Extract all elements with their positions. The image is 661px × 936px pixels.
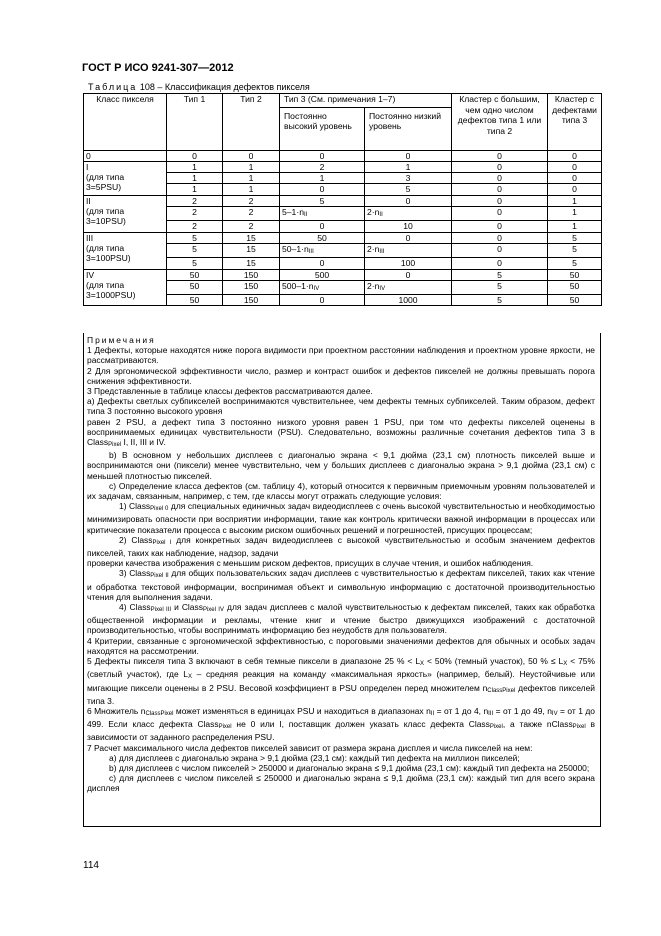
cell: 0	[452, 173, 548, 184]
note-3a: а) Дефекты светлых субпикселей воспринимаются чувствительнее, чем дефекты темных субпикселей. Таким образом, дефект типа 3 постоянно высокого уровня	[87, 396, 595, 417]
class-name: III	[86, 232, 94, 243]
subscript: III	[488, 710, 494, 717]
cell: 5	[280, 195, 365, 206]
class-note: (для типа	[86, 242, 125, 253]
class-psu: 3=100PSU)	[86, 253, 131, 264]
cell: 150	[223, 269, 280, 280]
table-row	[84, 161, 602, 172]
formula: 5–1·n	[282, 207, 304, 218]
formula-subscript: IV	[313, 285, 320, 292]
cell: 50	[548, 269, 602, 280]
row-class-label	[84, 232, 167, 269]
formula-subscript: II	[379, 212, 383, 219]
cell: 10	[365, 221, 452, 232]
text: 6 Множитель n	[87, 705, 146, 716]
subscript: Pixel I	[152, 539, 172, 546]
cell: 0	[452, 221, 548, 232]
header-pixel-class: Класс пикселя	[84, 94, 167, 151]
cell: 15	[223, 258, 280, 269]
cell: 50	[167, 269, 223, 280]
text: 4) Class	[119, 602, 151, 613]
cell: 5	[167, 232, 223, 243]
cell: 5	[167, 243, 223, 257]
header-cluster-type-1-2: Кластер с большим, чем одно числом дефектов типа 1 или типа 2	[452, 94, 548, 151]
cell: 50	[167, 280, 223, 294]
note-6	[87, 706, 595, 743]
header-type-2: Тип 2	[223, 94, 280, 151]
formula-subscript: III	[308, 248, 314, 255]
subscript: ClassPixel	[145, 710, 174, 717]
subscript: ClassPixel	[487, 687, 516, 694]
header-type-3-low: Постоянно низкий уровень	[365, 107, 452, 150]
note-2: 2 Для эргономической эффективности число, размер и контраст ошибок и дефектов пикселей не должны превышать порога снижения эффективности.	[87, 365, 595, 386]
cell: 5	[365, 184, 452, 195]
subscript: Pixel	[572, 724, 586, 731]
header-type-3: Тип 3 (См. примечания 1–7)	[280, 94, 452, 108]
table-row	[84, 150, 602, 161]
cell: 0	[365, 269, 452, 280]
row-class-label: 0	[84, 150, 167, 161]
cell: 0	[548, 184, 602, 195]
text: I, II, III и IV.	[121, 437, 166, 448]
class-name: I	[86, 161, 89, 172]
cell: 2	[223, 221, 280, 232]
cell: 100	[365, 258, 452, 269]
text: может изменяться в единицах PSU и находиться в диапазонах n	[173, 705, 431, 716]
cell: 5	[548, 232, 602, 243]
cell-formula	[280, 280, 365, 294]
cell: 50	[548, 280, 602, 294]
text: , а также nClass	[502, 719, 573, 730]
note-4: 4 Критерии, связанные с эргономической эффективностью, с пороговыми значениями дефектов для обычных и особых задач находятся на рассмотрении.	[87, 635, 595, 656]
class-note: (для типа	[86, 172, 125, 183]
cell: 1	[280, 173, 365, 184]
cell: 0	[223, 150, 280, 161]
cell: 2	[280, 161, 365, 172]
page-number: 114	[83, 860, 99, 871]
cell: 2	[167, 221, 223, 232]
cell: 15	[223, 243, 280, 257]
class-note: (для типа	[86, 279, 125, 290]
cell: 2	[223, 195, 280, 206]
table-caption-word: Таблица	[88, 82, 138, 92]
header-type-3-high: Постоянно высокий уровень	[280, 107, 365, 150]
note-7c: c) для дисплеев с числом пикселей ≤ 250000 и диагональю экрана ≤ 9,1 дюйма (23,1 см): каждый тип для всего экрана дисплея	[87, 773, 595, 794]
table-row	[84, 269, 602, 280]
cell: 0	[280, 295, 365, 306]
cell: 15	[223, 232, 280, 243]
formula-subscript: III	[379, 248, 385, 255]
text: 3) Class	[119, 568, 151, 579]
note-5	[87, 656, 595, 706]
cell: 0	[365, 195, 452, 206]
text: для задач дисплеев с малой чувствительностью к дефектам пикселей, таких как обработка общественной информации и рекламы, чтение книг и чтение быстро движущихся изображений с достаточной производительностью, чтобы воспринимать информацию без неудобств для пользователя.	[87, 602, 595, 636]
cell: 1	[548, 207, 602, 221]
note-3: 3 Представленные в таблице классы дефектов рассматриваются далее.	[87, 386, 373, 397]
cell-formula	[365, 207, 452, 221]
cell: 2	[167, 195, 223, 206]
cell: 0	[452, 195, 548, 206]
cell: 0	[280, 221, 365, 232]
formula: 2·n	[367, 280, 380, 291]
cell: 1	[223, 173, 280, 184]
subscript: X	[563, 661, 568, 668]
cell-formula	[365, 280, 452, 294]
cell: 1	[548, 221, 602, 232]
subscript: IV	[551, 710, 558, 717]
text: – средняя реакция на команду «максимальная яркость» (например, белый). Неустойчивые или мигающие пиксели оценены в 2 PSU. Весовой коэффициент в PSU определен перед множителем n	[87, 669, 595, 693]
document-header: ГОСТ Р ИСО 9241-307—2012	[82, 62, 234, 74]
note-3c: с) Определение класса дефектов (см. таблицу 4), который относится к первичным приемочным уровням пользователей и их задачам, связанным, например, с тем, где классы могут отражать следующие условия:	[87, 480, 595, 502]
cell: 0	[452, 150, 548, 161]
cell: 1	[167, 184, 223, 195]
note-7b: b) для дисплеев с числом пикселей > 250000 и диагональю экрана ≤ 9,1 дюйма (23,1 см): каждый тип дефекта на 250000;	[109, 762, 590, 773]
row-class-label	[84, 161, 167, 195]
formula: 50–1·n	[282, 243, 309, 254]
text: 5 Дефекты пикселя типа 3 включают в себя темные пиксели в диапазоне 25 % < L	[87, 656, 421, 667]
text: равен 2 PSU, а дефект типа 3 постоянно низкого уровня равен 1 PSU, при том что дефекты пикселей оценены в воспринимаемых единицах чувствительности (PSU). Следовательно, возможны различные сочетания дефектов типа 3 в Class	[87, 416, 595, 448]
class-psu: 3=1000PSU)	[86, 290, 136, 301]
class-psu: 3=10PSU)	[86, 216, 126, 227]
row-class-label	[84, 195, 167, 232]
text: дефектов пикселей типа 3.	[87, 682, 595, 706]
subscript: Pixel III	[150, 607, 172, 614]
subscript: II	[430, 710, 435, 717]
text: = от 1 до 49, n	[493, 705, 552, 716]
cell: 1	[223, 184, 280, 195]
cell: 5	[167, 258, 223, 269]
cell: 5	[452, 280, 548, 294]
text: 1) Class	[119, 501, 151, 512]
text: < 50% (темный участок), 50 % ≤ L	[424, 656, 564, 667]
note-3c-1	[87, 501, 595, 535]
subscript: X	[187, 674, 192, 681]
cell: 1	[167, 173, 223, 184]
notes-title	[87, 335, 595, 345]
cell: 0	[452, 243, 548, 257]
note-3a-cont	[87, 417, 595, 451]
table-row	[84, 232, 602, 243]
table-caption	[88, 82, 310, 92]
subscript: Pixel	[218, 724, 232, 731]
cell: 5	[548, 243, 602, 257]
cell: 2	[167, 207, 223, 221]
table-row	[84, 195, 602, 206]
cell: 0	[452, 258, 548, 269]
cell: 0	[280, 258, 365, 269]
text: и Class	[171, 602, 203, 613]
note-3c-2	[87, 535, 595, 558]
note-7: 7 Расчет максимального числа дефектов пикселей зависит от размера экрана дисплея и числа пикселей на нем:	[87, 742, 533, 753]
table-notes	[83, 333, 601, 827]
note-3b: b) В основном у небольших дисплеев с диагональю экрана < 9,1 дюйма (23,1 см) плотность пикселей выше и воспринимаются они (пиксели) менее чувствительно, чем у больших дисплеев с диагональю экрана > 9,1 дюйма (23,1 см) с меньшей плотностью пикселей.	[87, 450, 595, 481]
cell: 1	[167, 161, 223, 172]
text: = от 1 до 499. Если класс дефекта Class	[87, 705, 595, 730]
cell: 150	[223, 280, 280, 294]
cell: 0	[365, 232, 452, 243]
text: для конкретных задач видеодисплеев с высокой чувствительностью и особым значением дефектов пикселей, таких как наблюдение, надзор, задачи	[87, 534, 595, 559]
cell: 1	[365, 161, 452, 172]
cell: 5	[452, 269, 548, 280]
subscript: Pixel	[108, 442, 122, 449]
note-1: 1 Дефекты, которые находятся ниже порога видимости при проектном расстоянии наблюдения и проектном уровне яркости, не рассматриваются.	[87, 345, 595, 366]
subscript: Pixel II	[150, 573, 169, 580]
cell: 50	[167, 295, 223, 306]
cell: 0	[548, 161, 602, 172]
cell: 1	[548, 195, 602, 206]
row-class-label	[84, 269, 167, 306]
cell: 50	[548, 295, 602, 306]
cell: 500	[280, 269, 365, 280]
cell: 150	[223, 295, 280, 306]
cell-formula	[280, 243, 365, 257]
text: 2) Class	[119, 534, 153, 545]
cell: 0	[280, 184, 365, 195]
header-cluster-type-3: Кластер с дефектами типа 3	[548, 94, 602, 151]
subscript: Pixel IV	[202, 607, 224, 614]
formula-subscript: IV	[379, 285, 386, 292]
text: < 75% (светлый участок), где L	[87, 656, 595, 680]
cell-formula	[365, 243, 452, 257]
class-psu: 3=5PSU)	[86, 182, 122, 193]
text: для общих пользовательских задач дисплеев с чувствительностью к дефектам пикселей, таких как чтение и обработка текстовой информации, воспринимая объект и символьную информацию с достаточной производительностью чтения для выполнения задачи.	[87, 568, 595, 602]
subscript: Pixel 0	[150, 506, 169, 513]
text: в зависимости от заданного распределения PSU.	[87, 719, 595, 743]
formula-subscript: II	[303, 212, 308, 219]
cell: 0	[452, 161, 548, 172]
note-3c-4	[87, 602, 595, 636]
formula: 2·n	[367, 243, 380, 254]
text: = от 1 до 4, n	[434, 705, 489, 716]
class-name: II	[86, 195, 91, 206]
cell: 0	[548, 150, 602, 161]
cell: 0	[548, 173, 602, 184]
cell: 0	[452, 207, 548, 221]
cell: 1	[223, 161, 280, 172]
formula: 500–1·n	[282, 280, 314, 291]
cell-formula	[280, 207, 365, 221]
header-type-1: Тип 1	[167, 94, 223, 151]
class-name: IV	[86, 269, 95, 280]
cell: 5	[548, 258, 602, 269]
text: для специальных единичных задач видеодисплеев с очень высокой чувствительностью и необходимостью минимизировать опасности при восприятии информации, такие как контроль критически важной информации в процессах или критические показатели процесса с высоким риском ошибочных решений и погрешностей, присущих процессам;	[87, 501, 595, 535]
cell: 3	[365, 173, 452, 184]
cell: 0	[280, 150, 365, 161]
formula: 2·n	[367, 207, 380, 218]
cell: 0	[365, 150, 452, 161]
cell: 0	[452, 184, 548, 195]
note-3c-3	[87, 568, 595, 602]
cell: 0	[452, 232, 548, 243]
cell: 5	[452, 295, 548, 306]
subscript: Pixel	[489, 724, 503, 731]
cell: 2	[223, 207, 280, 221]
note-7a: а) для дисплеев с диагональю экрана > 9,1 дюйма (23,1 см): каждый тип дефекта на миллион пикселей;	[109, 752, 520, 763]
table-caption-text: 108 – Классификация дефектов пикселя	[139, 82, 310, 92]
class-note: (для типа	[86, 206, 125, 217]
cell: 0	[167, 150, 223, 161]
text: не 0 или I, поставщик должен указать класс дефекта Class	[231, 719, 490, 730]
cell: 1000	[365, 295, 452, 306]
pixel-defect-table	[83, 93, 602, 306]
subscript: X	[420, 661, 425, 668]
notes-title-text: Примечания	[87, 335, 156, 345]
cell: 50	[280, 232, 365, 243]
note-3c-2-cont: проверки качества изображения с меньшим риском дефектов, присущих в случае чтения, и ошибок наблюдения.	[87, 558, 534, 569]
